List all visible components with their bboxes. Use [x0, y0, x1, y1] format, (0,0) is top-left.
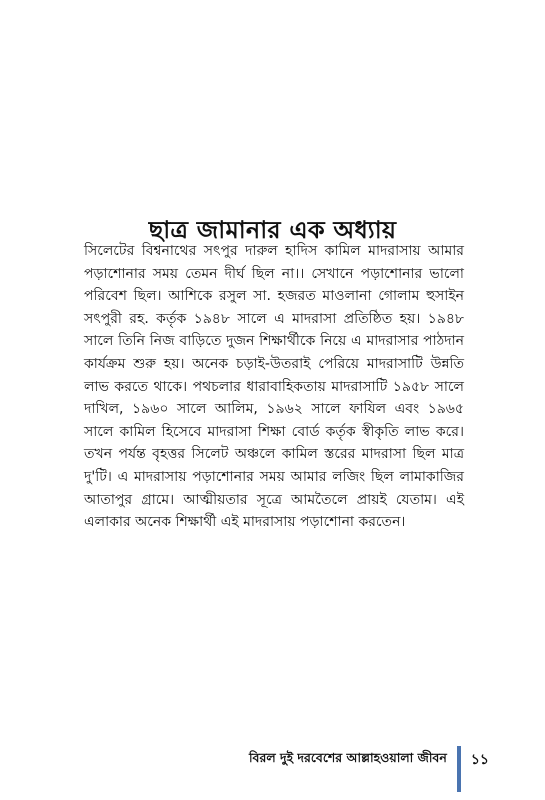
chapter-body-paragraph: সিলেটের বিশ্বনাথের সৎপুর দারুল হাদিস কামিল মাদরাসায় আমার পড়াশোনার সময় তেমন দীর্ঘ ছিল না।। সেখানে পড়াশোনার ভালো পরিবেশ ছিল। আশিকে রসুল সা. হজরত মাওলানা গোলাম হুসাইন সৎপুরী রহ. কর্তৃক ১৯৪৮ সালে এ মাদরাসা প্রতিষ্ঠিত হয়। ১৯৪৮ সালে তিনি নিজ বাড়িতে দুজন শিক্ষার্থীকে নিয়ে এ মাদরাসার পাঠদান কার্যক্রম শুরু হয়। অনেক চড়াই-উতরাই পেরিয়ে মাদরাসাটি উন্নতি লাভ করতে থাকে। পথচলার ধারাবাহিকতায় মাদরাসাটি ১৯৫৮ সালে দাখিল, ১৯৬০ সালে আলিম, ১৯৬২ সালে ফাযিল এবং ১৯৬৫ সালে কামিল হিসেবে মাদরাসা শিক্ষা বোর্ড কর্তৃক স্বীকৃতি লাভ করে। তখন পর্যন্ত বৃহত্তর সিলেট অঞ্চলে কামিল স্তরের মাদরাসা ছিল মাত্র দু'টি। এ মাদরাসায় পড়াশোনার সময় আমার লজিং ছিল লামাকাজির আতাপুর গ্রামে। আত্মীয়তার সূত্রে আমতৈলে প্রায়ই যেতাম। এই এলাকার অনেক শিক্ষার্থী এই মাদরাসায় পড়াশোনা করতেন। — [84, 243, 464, 531]
page-footer — [249, 746, 489, 774]
chapter-title: ছাত্র জামানার এক অধ্যায় — [148, 216, 397, 245]
running-title: বিরল দুই দরবেশের আল্লাহওয়ালা জীবন — [248, 750, 447, 765]
page-number: ১১ — [470, 752, 489, 768]
